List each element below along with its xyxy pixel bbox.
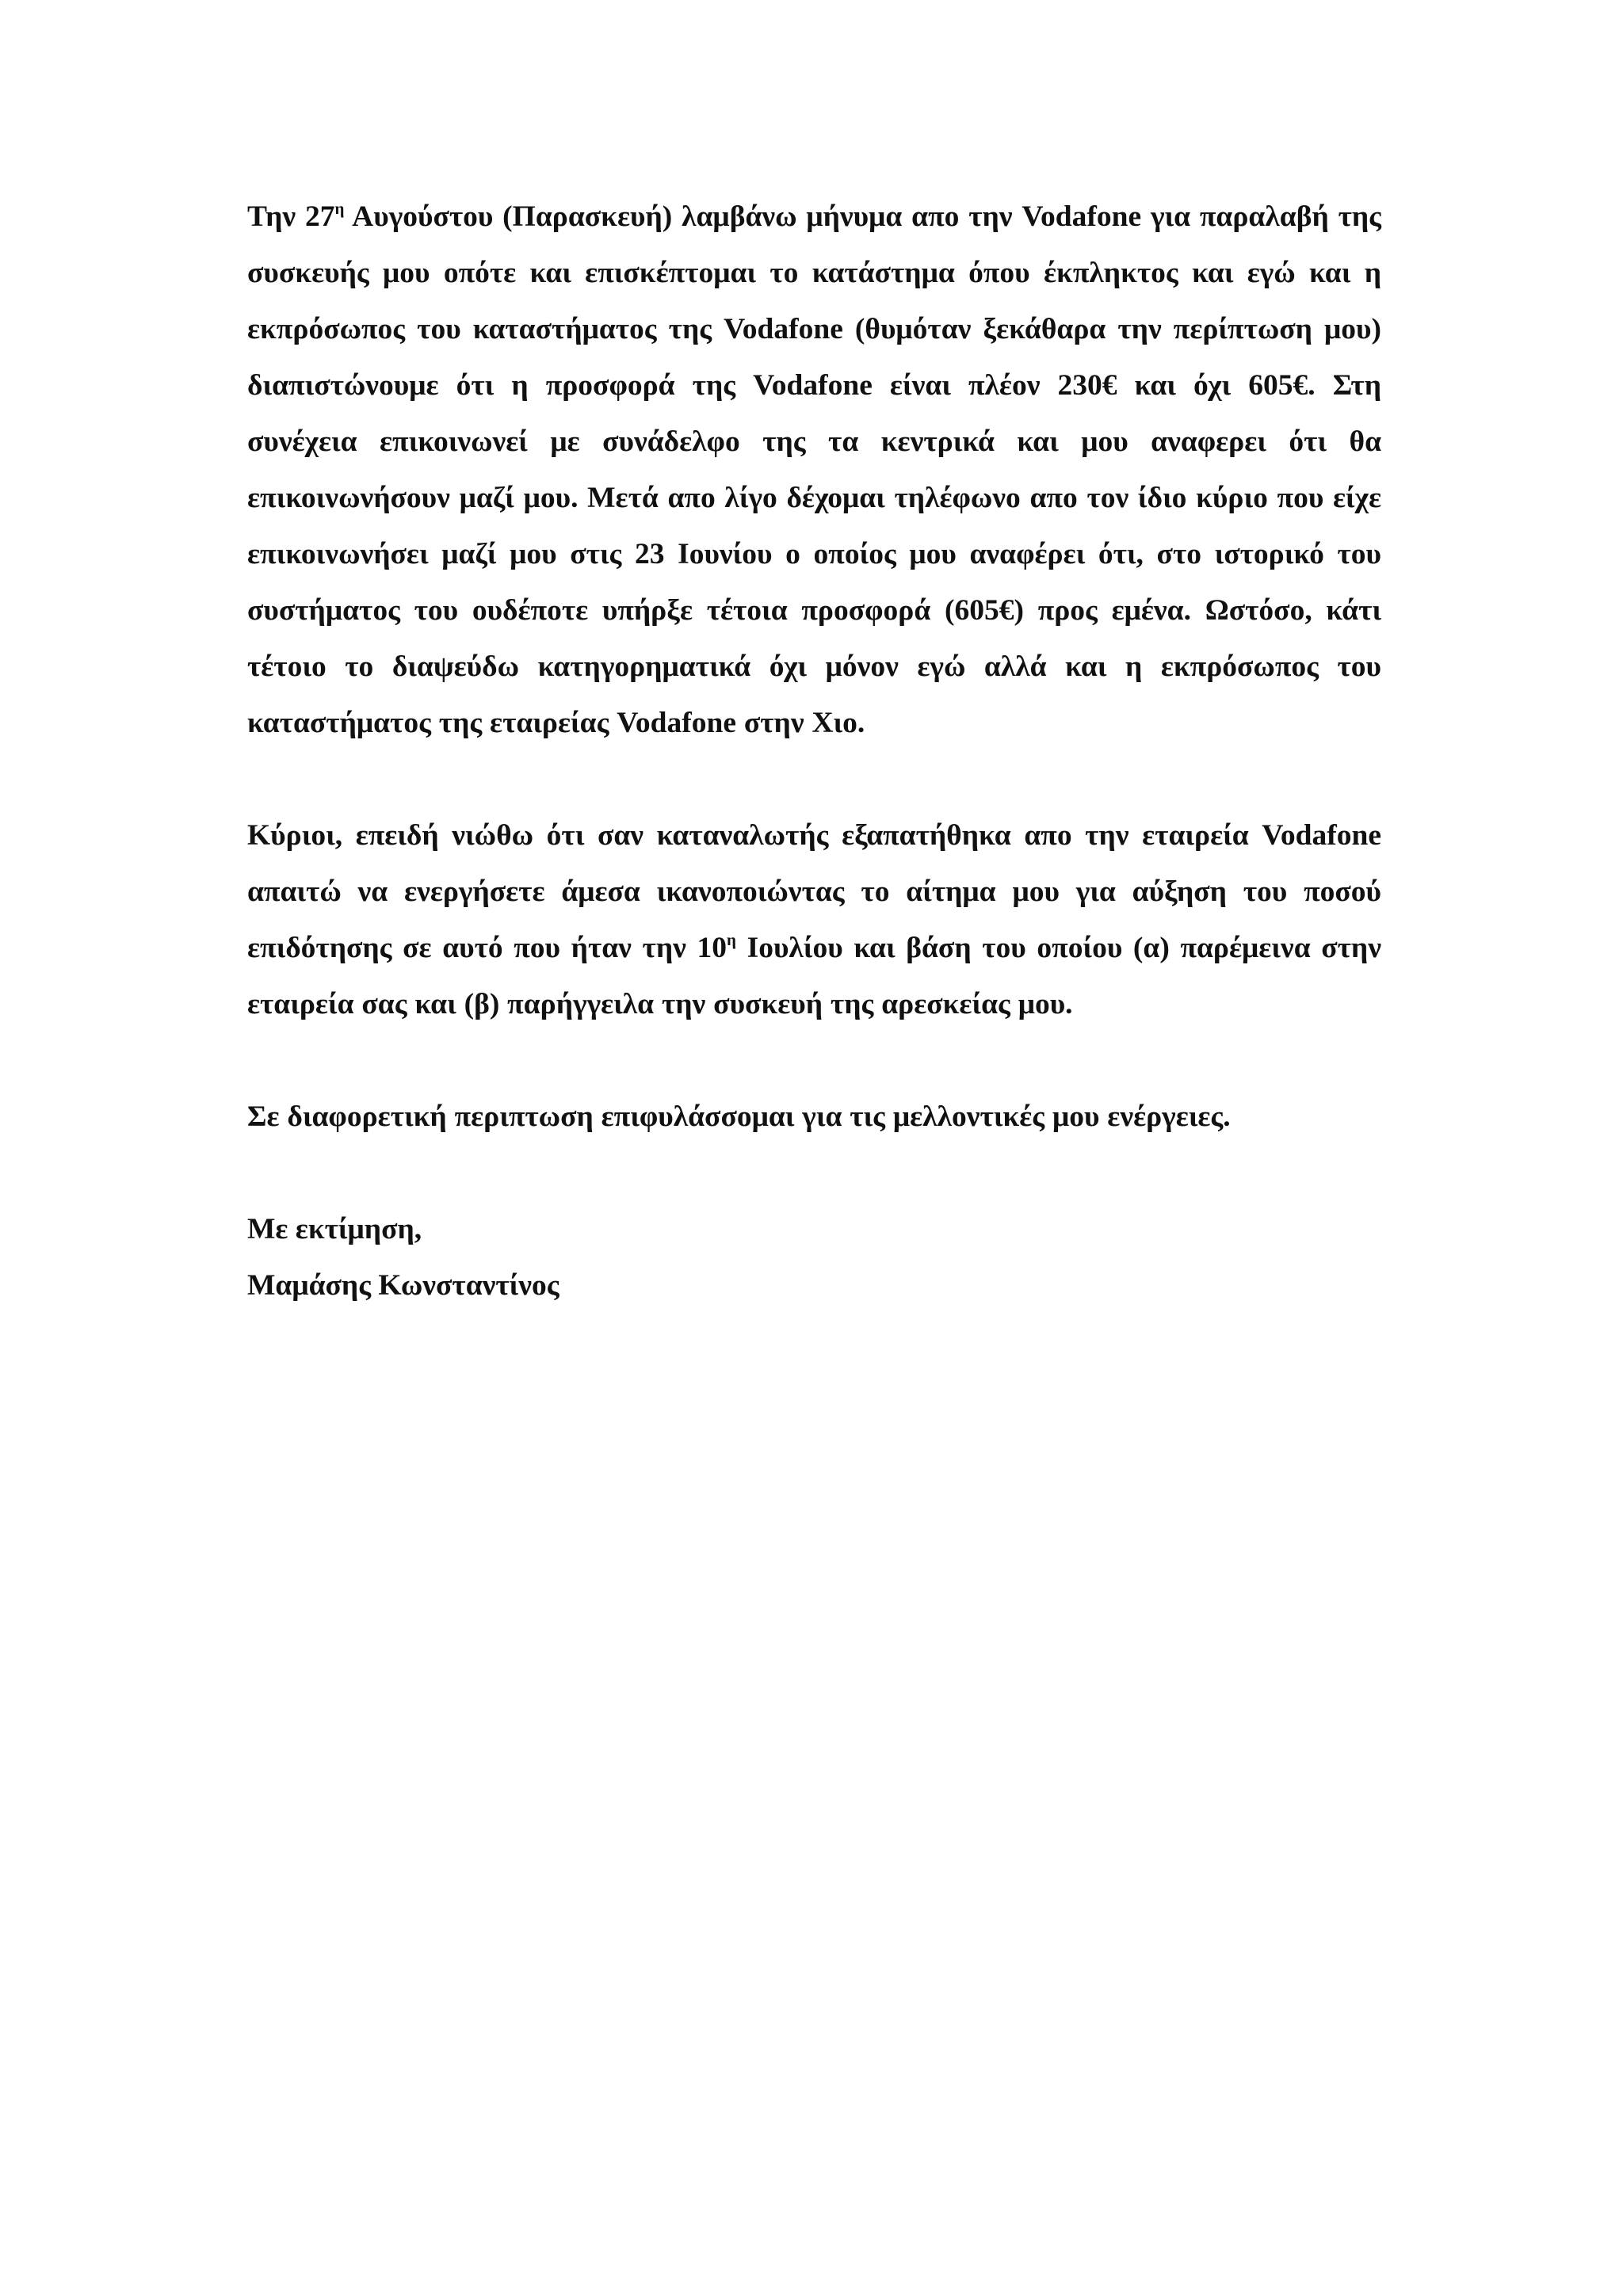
paragraph-text: Την 27 <box>247 200 335 233</box>
letter-closing <box>247 1201 1381 1314</box>
paragraph-text: Σε διαφορετική περιπτωση επιφυλάσσομαι για τις μελλοντικές μου ενέργειες. <box>247 1100 1231 1133</box>
ordinal-superscript: η <box>334 198 345 218</box>
paragraph-text: Κύριοι, επειδή νιώθω ότι σαν καταναλωτής εξαπατήθηκα απο την εταιρεία Vodafone απαιτώ να ενεργήσετε άμεσα ικανοποιώντας το αίτημα μου για αύξηση του ποσού επιδότησης σε αυτό που ήταν την 10 <box>247 819 1381 964</box>
paragraph-demand <box>247 807 1381 1032</box>
letter-body <box>247 189 1381 1314</box>
paragraph-text: Αυγούστου (Παρασκευή) λαμβάνω μήνυμα απο την Vodafone για παραλαβή της συσκευής μου οπότε και επισκέπτομαι το κατάστημα όπου έκπληκτος και εγώ και η εκπρόσωπος του καταστήματος της Vodafone (θυμόταν ξεκάθαρα την περίπτωση μου) διαπιστώνουμε ότι η προσφορά της Vodafone είναι πλέον 230€ και όχι 605€. Στη συνέχεια επικοινωνεί με συνάδελφο της τα κεντρικά και μου αναφερει ότι θα επικοινωνήσουν μαζί μου. Μετά απο λίγο δέχομαι τηλέφωνο απο τον ίδιο κύριο που είχε επικοινωνήσει μαζί μου στις 23 Ιουνίου ο οποίος μου αναφέρει ότι, στο ιστορικό του συστήματος του ουδέποτε υπήρξε τέτοια προσφορά (605€) προς εμένα. Ωστόσο, κάτι τέτοιο το διαψεύδω κατηγορηματικά όχι μόνον εγώ αλλά και η εκπρόσωπος του καταστήματος της εταιρείας Vodafone στην Χιο. <box>247 200 1381 739</box>
paragraph-text: Ιουλίου και βάση του οποίου (α) παρέμεινα στην εταιρεία σας και (β) παρήγγειλα την συσκευή της αρεσκείας μου. <box>247 932 1381 1020</box>
ordinal-superscript: η <box>727 929 736 949</box>
paragraph-reservation-of-rights <box>247 1089 1381 1145</box>
signature-name: Μαμάσης Κωνσταντίνος <box>247 1269 559 1302</box>
closing-salutation: Με εκτίμηση, <box>247 1213 422 1245</box>
paragraph-pickup-visit <box>247 189 1381 751</box>
